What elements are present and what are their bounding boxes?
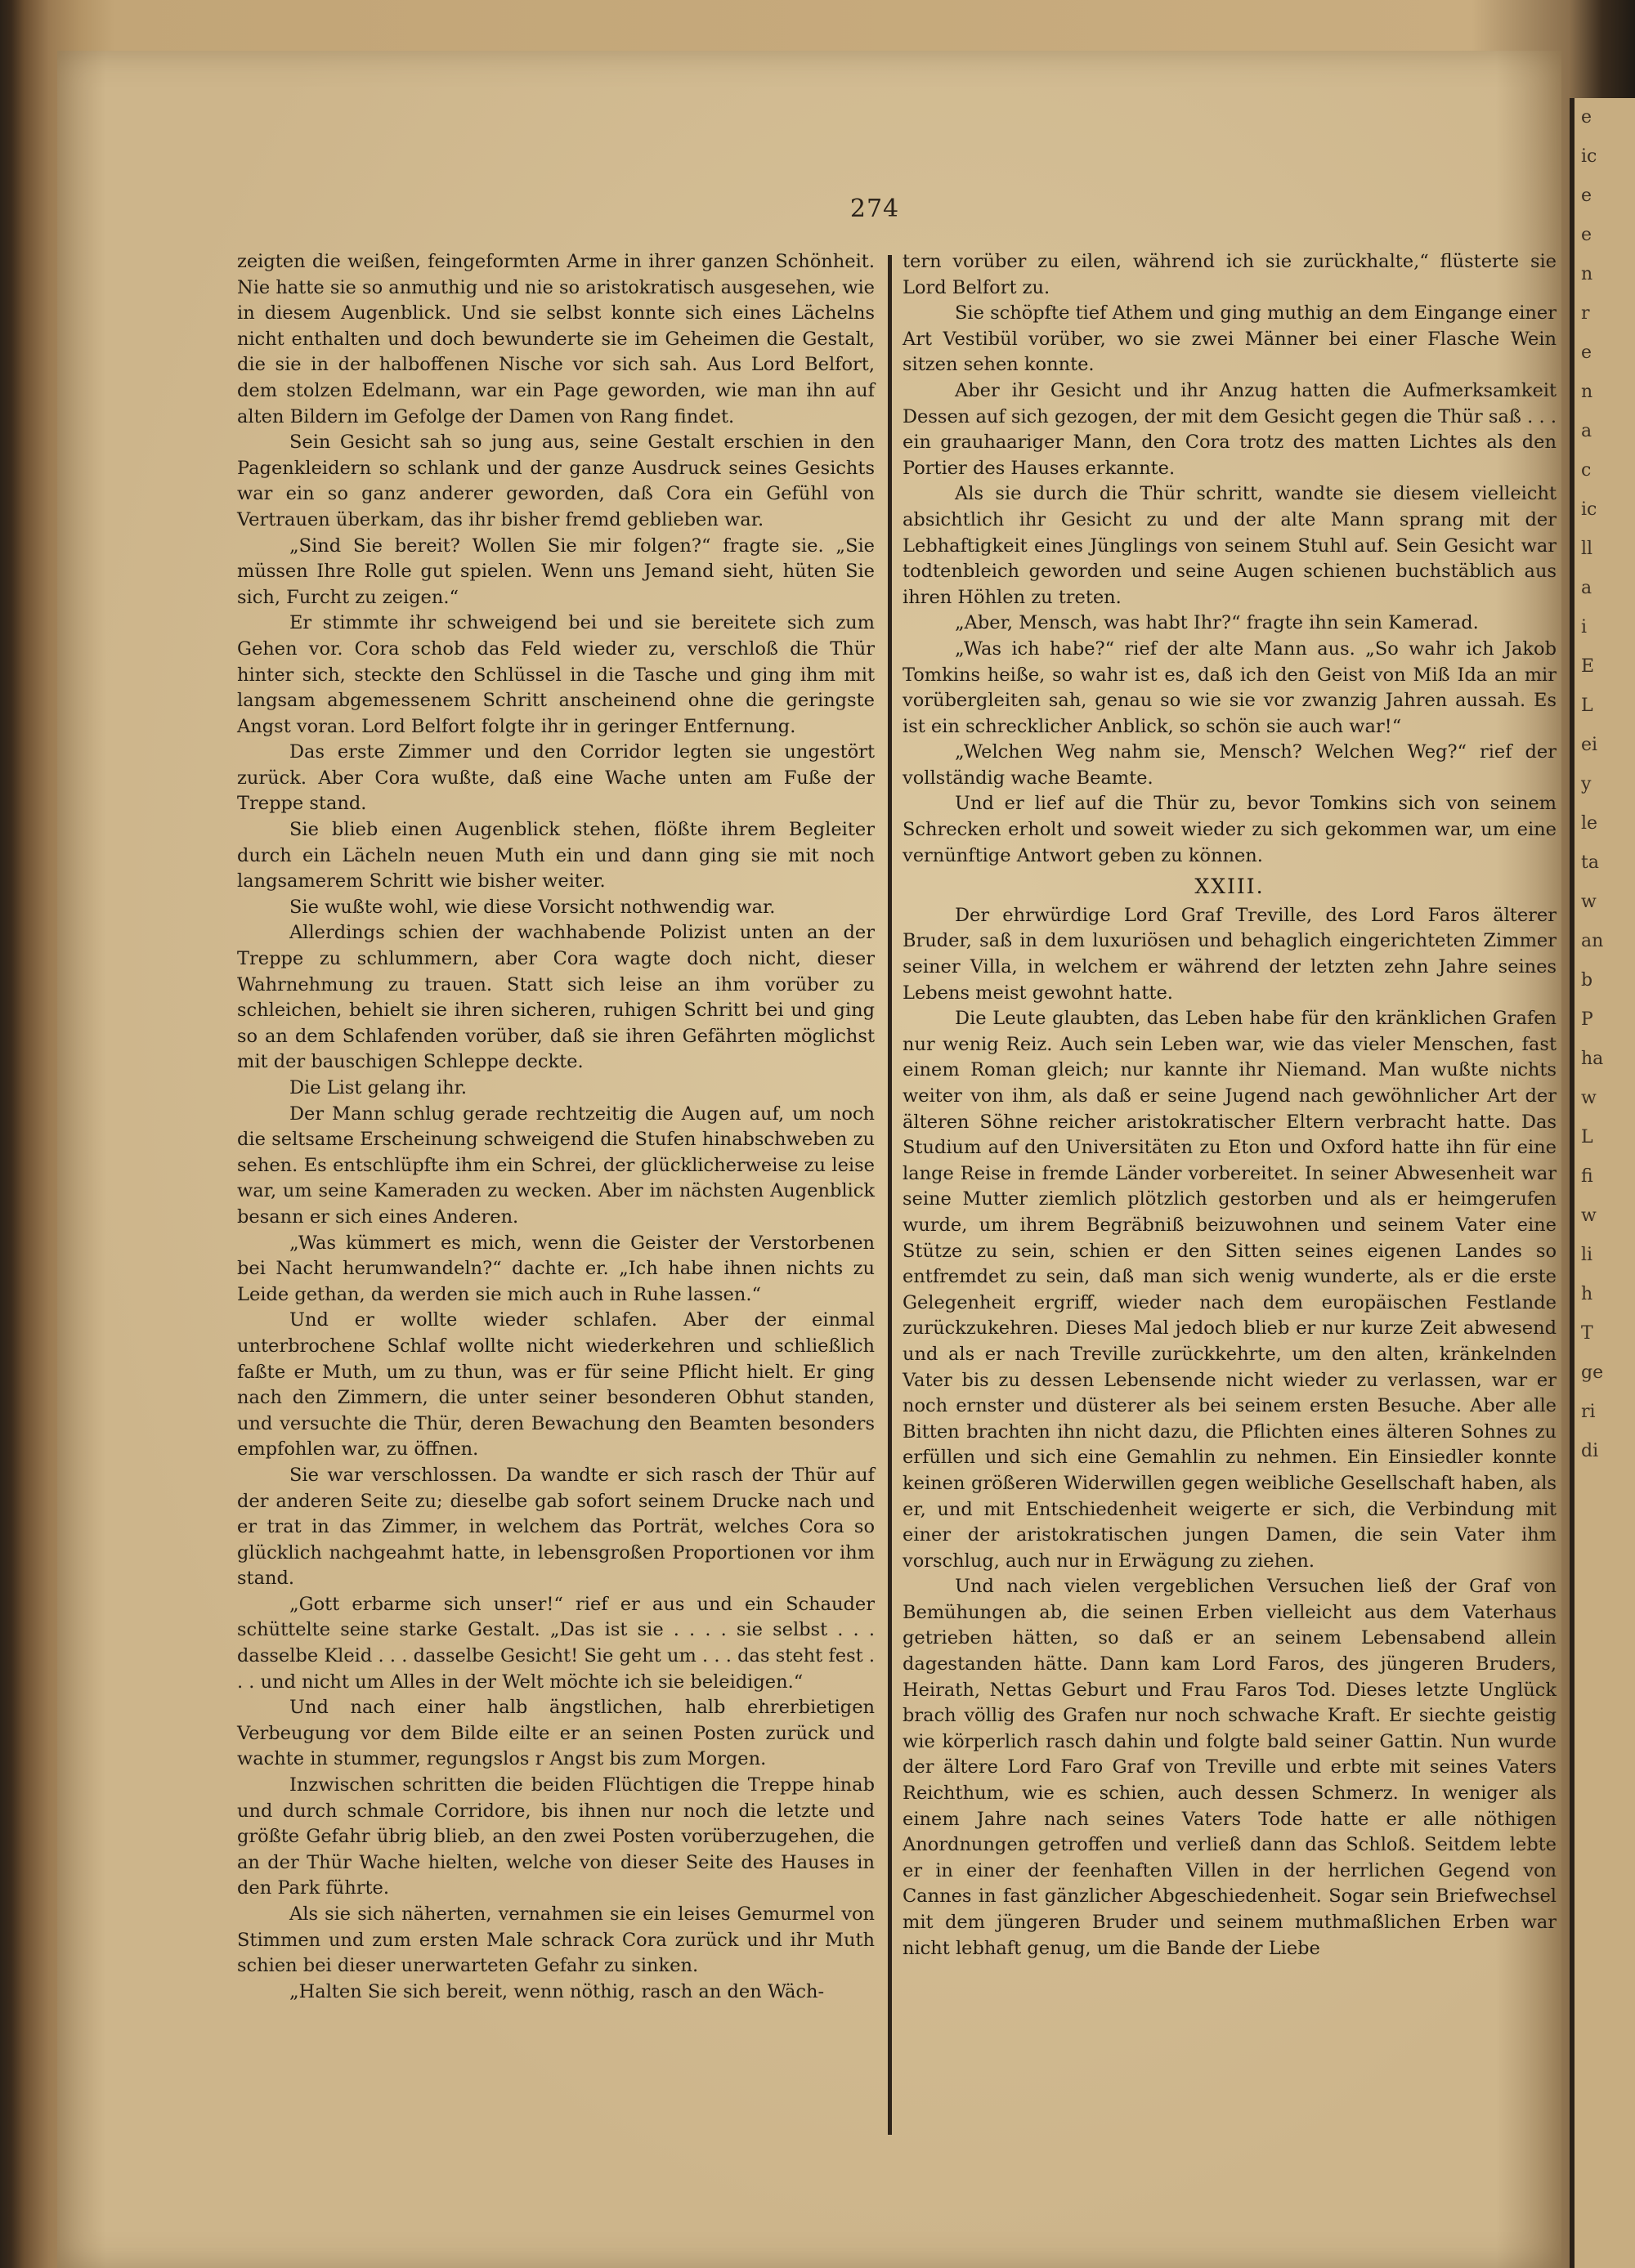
facing-page-fragment [1570, 98, 1635, 2268]
facing-page-text-fragment: c [1581, 460, 1592, 481]
paragraph: Inzwischen schritten die beiden Flüchtigen die Treppe hinab und durch schmale Corridore, bis ihnen nur noch die letzte und größte Gefahr übrig blieb, an den zwei Posten vorüberzugehen, die an der Thür Wache hielten, welche von dieser Seite des Hauses in den Park führte. [237, 1774, 875, 1899]
facing-page-text-fragment: e [1581, 342, 1592, 363]
paragraph: Der Mann schlug gerade rechtzeitig die Augen auf, um noch die seltsame Erscheinung schweigend die Stufen hinabschweben zu sehen. Es entschlüpfte ihm ein Schrei, der glücklicherweise zu leise war, um seine Kameraden zu wecken. Aber im nächsten Augenblick besann er sich eines Anderen. [237, 1103, 875, 1228]
paragraph: tern vorüber zu eilen, während ich sie zurückhalte,“ flüsterte sie Lord Belfort zu. [903, 251, 1557, 298]
facing-page-text-fragment: T [1581, 1323, 1593, 1344]
facing-page-text-fragment: e [1581, 225, 1592, 245]
facing-page-text-fragment: li [1581, 1245, 1593, 1265]
facing-page-text-fragment: r [1581, 303, 1590, 324]
facing-page-text-fragment: L [1581, 696, 1593, 716]
paragraph: „Gott erbarme sich unser!“ rief er aus und ein Schauder schüttelte seine starke Gestalt. „Das ist sie . . . . sie selbst . . . dasselbe Kleid . . . dasselbe Gesicht! Sie geht um . . . das steht fest . . . und nicht um Alles in der Welt möchte ich sie beleidigen.“ [237, 1593, 875, 1693]
paragraph: Aber ihr Gesicht und ihr Anzug hatten die Aufmerksamkeit Dessen auf sich gezogen, der mit dem Gesicht gegen die Thür saß . . . ein grauhaariger Mann, den Cora trotz des matten Lichtes als den Portier des Hauses erkannte. [903, 379, 1557, 479]
paragraph: „Aber, Mensch, was habt Ihr?“ fragte ihn sein Kamerad. [955, 612, 1479, 634]
facing-page-text-fragment: ei [1581, 735, 1598, 755]
facing-page-text-fragment: y [1581, 774, 1592, 794]
facing-page-text-fragment: ri [1581, 1402, 1596, 1422]
paragraph: Sein Gesicht sah so jung aus, seine Gestalt erschien in den Pagenkleidern so schlank und der ganze Ausdruck seines Gesichts war ein so ganz anderer geworden, daß Cora ein Gefühl von Vertrauen überkam, das ihr bisher fremd geblieben war. [237, 432, 875, 530]
facing-page-text-fragment: P [1581, 1009, 1593, 1030]
facing-page-text-fragment: b [1581, 970, 1593, 991]
paragraph: Sie wußte wohl, wie diese Vorsicht nothwendig war. [289, 896, 776, 918]
paragraph: Allerdings schien der wachhabende Polizist unten an der Treppe zu schlummern, aber Cora wagte doch nicht, dieser Wahrnehmung zu trauen. Statt sich leise an ihm vorüber zu schleichen, behielt sie ihren sicheren, ruhigen Schritt bei und ging so an dem Schlafenden vorüber, daß sie ihren Gefährten möglichst mit der bauschigen Schleppe deckte. [237, 922, 875, 1073]
paragraph: Die Leute glaubten, das Leben habe für den kränklichen Grafen nur wenig Reiz. Auch sein Leben war, wie das vieler Menschen, fast einem Roman gleich; nur kannte ihr Niemand. Man wußte nichts weiter von ihm, als daß er seine Jugend nach gewöhnlicher Art der älteren Söhne reicher aristokratischer Eltern verbracht hatte. Das Studium auf den Universitäten zu Eton und Oxford hatte ihn für eine lange Reise in fremde Länder vorbereitet. In seiner Abwesenheit war seine Mutter ziemlich plötzlich gestorben und als er heimgerufen wurde, um ihrem Begräbniß beizuwohnen und seinem Vater eine Stütze zu sein, schien er den Sitten seines eigenen Landes so entfremdet zu sein, daß man sich wenig wunderte, als er die erste Gelegenheit ergriff, wieder nach dem europäischen Festlande zurückzukehren. Dieses Mal jedoch blieb er nur kurze Zeit abwesend und als er nach Treville zurückkehrte, um den alten, kränkelnden Vater bis zu dessen Lebensende nicht wieder zu verlassen, war er noch ernster und düsterer als bei seinem ersten Besuche. Aber alle Bitten brachten ihn nicht dazu, die Pflichten eines älteren Sohnes zu erfüllen und sich eine Gemahlin zu nehmen. Ein Einsiedler konnte keinen größeren Widerwillen gegen weibliche Gesellschaft haben, als er, und mit Entschiedenheit weigerte er sich, die Verbindung mit einer der aristokratischen jungen Damen, die sein Vater ihm vorschlug, auch nur in Erwägung zu ziehen. [903, 1008, 1557, 1572]
facing-page-text-fragment: ic [1581, 499, 1597, 520]
paragraph: zeigten die weißen, feingeformten Arme in ihrer ganzen Schönheit. Nie hatte sie so anmuthig und nie so aristokratisch ausgesehen, wie in diesem Augenblick. Und sie selbst konnte sich eines Lächelns nicht enthalten und doch bewunderte sie im Geheimen die Gestalt, die sie in der halboffenen Nische vor sich sah. Aus Lord Belfort, dem stolzen Edelmann, war ein Page geworden, wie man ihn auf alten Bildern im Gefolge der Damen von Rang findet. [237, 251, 875, 427]
facing-page-text-fragment: w [1581, 892, 1597, 912]
paragraph: Und nach einer halb ängstlichen, halb ehrerbietigen Verbeugung vor dem Bilde eilte er an seinen Posten zurück und wachte in stummer, regungslos r Angst bis zum Morgen. [237, 1697, 875, 1770]
chapter-heading: XXIII. [1194, 875, 1265, 899]
paragraph: Sie schöpfte tief Athem und ging muthig an dem Eingange einer Art Vestibül vorüber, wo sie zwei Männer bei einer Flasche Wein sitzen sehen konnte. [903, 302, 1557, 376]
facing-page-text-fragment: an [1581, 931, 1604, 951]
page-number: 274 [849, 195, 900, 223]
paragraph: Der ehrwürdige Lord Graf Treville, des Lord Faros älterer Bruder, saß in dem luxuriösen und behaglich eingerichteten Zimmer seiner Villa, in welchem er während der letzten zehn Jahre seines Lebens meist gewohnt hatte. [903, 904, 1557, 1004]
facing-page-text-fragment: n [1581, 382, 1593, 402]
facing-page-text-fragment: i [1581, 617, 1588, 637]
facing-page-text-fragment: e [1581, 107, 1592, 127]
facing-page-text-fragment: fi [1581, 1166, 1593, 1187]
paragraph: Und er lief auf die Thür zu, bevor Tomkins sich von seinem Schrecken erholt und soweit wieder zu sich gekommen war, um eine vernünftige Antwort geben zu können. [903, 793, 1557, 866]
paragraph: Die List gelang ihr. [289, 1077, 468, 1098]
left-text-column [237, 249, 875, 2005]
facing-page-text-fragment: a [1581, 578, 1592, 598]
facing-page-text-fragment: h [1581, 1284, 1593, 1304]
facing-page-text-fragment: n [1581, 264, 1593, 284]
paragraph: „Sind Sie bereit? Wollen Sie mir folgen?“ fragte sie. „Sie müssen Ihre Rolle gut spielen. Wenn uns Jemand sieht, hüten Sie sich, Furcht zu zeigen.“ [237, 535, 875, 608]
facing-page-text-fragment: w [1581, 1088, 1597, 1108]
facing-page-text-fragment: L [1581, 1127, 1593, 1147]
paragraph: „Was kümmert es mich, wenn die Geister der Verstorbenen bei Nacht herumwandeln?“ dachte er. „Ich habe ihnen nichts zu Leide gethan, da werden sie mich auch in Ruhe lassen.“ [237, 1232, 875, 1305]
facing-page-text-fragment: ha [1581, 1049, 1604, 1069]
facing-page-text-fragment: E [1581, 656, 1595, 677]
facing-page-text-fragment: a [1581, 421, 1592, 441]
paragraph: „Halten Sie sich bereit, wenn nöthig, rasch an den Wäch- [289, 1980, 825, 2002]
paragraph: Und er wollte wieder schlafen. Aber der einmal unterbrochene Schlaf wollte nicht wiederkehren und schließlich faßte er Muth, um zu thun, was er für seine Pflicht hielt. Er ging nach den Zimmern, die unter seiner besonderen Obhut standen, und versuchte die Thür, deren Bewachung den Beamten besonders empfohlen war, zu öffnen. [237, 1309, 875, 1461]
facing-page-text-fragment: di [1581, 1441, 1599, 1461]
paragraph: „Was ich habe?“ rief der alte Mann aus. „So wahr ich Jakob Tomkins heiße, so wahr ist es, daß ich den Geist von Miß Ida an mir vorübergleiten sah, genau so wie sie vor zwanzig Jahren aussah. Es ist ein schrecklicher Anblick, so schön sie auch war!“ [903, 637, 1557, 737]
facing-page-text-fragment: ge [1581, 1362, 1604, 1383]
paragraph: Als sie durch die Thür schritt, wandte sie diesem vielleicht absichtlich ihr Gesicht zu und der alte Mann sprang mit der Lebhaftigkeit eines Jünglings von seinem Stuhl auf. Sein Gesicht war todtenbleich geworden und seine Augen schienen buchstäblich aus ihren Höhlen zu treten. [903, 483, 1557, 608]
facing-page-text-fragment: le [1581, 813, 1598, 834]
column-divider [888, 255, 892, 2135]
paragraph: Sie war verschlossen. Da wandte er sich rasch der Thür auf der anderen Seite zu; dieselbe gab sofort seinem Drucke nach und er trat in das Zimmer, in welchem das Porträt, welches Cora so glücklich nachgeahmt hatte, in lebensgroßen Proportionen vor ihm stand. [237, 1464, 875, 1590]
paragraph: Als sie sich näherten, vernahmen sie ein leises Gemurmel von Stimmen und zum ersten Male schrack Cora zurück und ihr Muth schien bei dieser unerwarteten Gefahr zu sinken. [237, 1903, 875, 1977]
paragraph: „Welchen Weg nahm sie, Mensch? Welchen Weg?“ rief der vollständig wache Beamte. [903, 741, 1557, 789]
paragraph: Das erste Zimmer und den Corridor legten sie ungestört zurück. Aber Cora wußte, daß eine Wache unten am Fuße der Treppe stand. [237, 741, 875, 815]
facing-page-text-fragment: ll [1581, 539, 1593, 559]
paragraph: Und nach vielen vergeblichen Versuchen ließ der Graf von Bemühungen ab, die seinen Erben vielleicht aus dem Vaterhaus getrieben hätten, so daß er an seinem Lebensabend allein dagestanden hätte. Dann kam Lord Faros, des jüngeren Bruders, Heirath, Nettas Geburt und Frau Faros Tod. Dieses letzte Unglück brach völlig des Grafen nur noch schwache Kraft. Er siechte geistig wie körperlich rasch dahin und folgte bald seiner Gattin. Nun wurde der ältere Lord Faro Graf von Treville und erbte mit seines Vaters Reichthum, wie es schien, auch dessen Schmerz. In weniger als einem Jahre nach seines Vaters Tode hatte er alle nöthigen Anordnungen getroffen und verließ dann das Schloß. Seitdem lebte er in einer der feenhaften Villen in der herrlichen Gegend von Cannes in fast gänzlicher Abgeschiedenheit. Sogar sein Briefwechsel mit dem jüngeren Bruder und seinem muthmaßlichen Erben war nicht lebhaft genug, um die Bande der Liebe [903, 1576, 1557, 1959]
facing-page-text-fragment: ta [1581, 852, 1599, 873]
facing-page-text-fragment: e [1581, 186, 1592, 206]
paragraph: Er stimmte ihr schweigend bei und sie bereitete sich zum Gehen vor. Cora schob das Feld wieder zu, verschloß die Thür hinter sich, steckte den Schlüssel in die Tasche und ging ihm mit langsam abgemessenem Schritt anscheinend ohne die geringste Angst voran. Lord Belfort folgte ihr in geringer Entfernung. [237, 612, 875, 737]
facing-page-text-fragment: w [1581, 1206, 1597, 1226]
facing-page-text-fragment: ic [1581, 146, 1597, 167]
paragraph: Sie blieb einen Augenblick stehen, flößte ihrem Begleiter durch ein Lächeln neuen Muth ein und dann ging sie mit noch langsamerem Schritt wie bisher weiter. [237, 819, 875, 892]
right-text-column [903, 249, 1557, 1962]
